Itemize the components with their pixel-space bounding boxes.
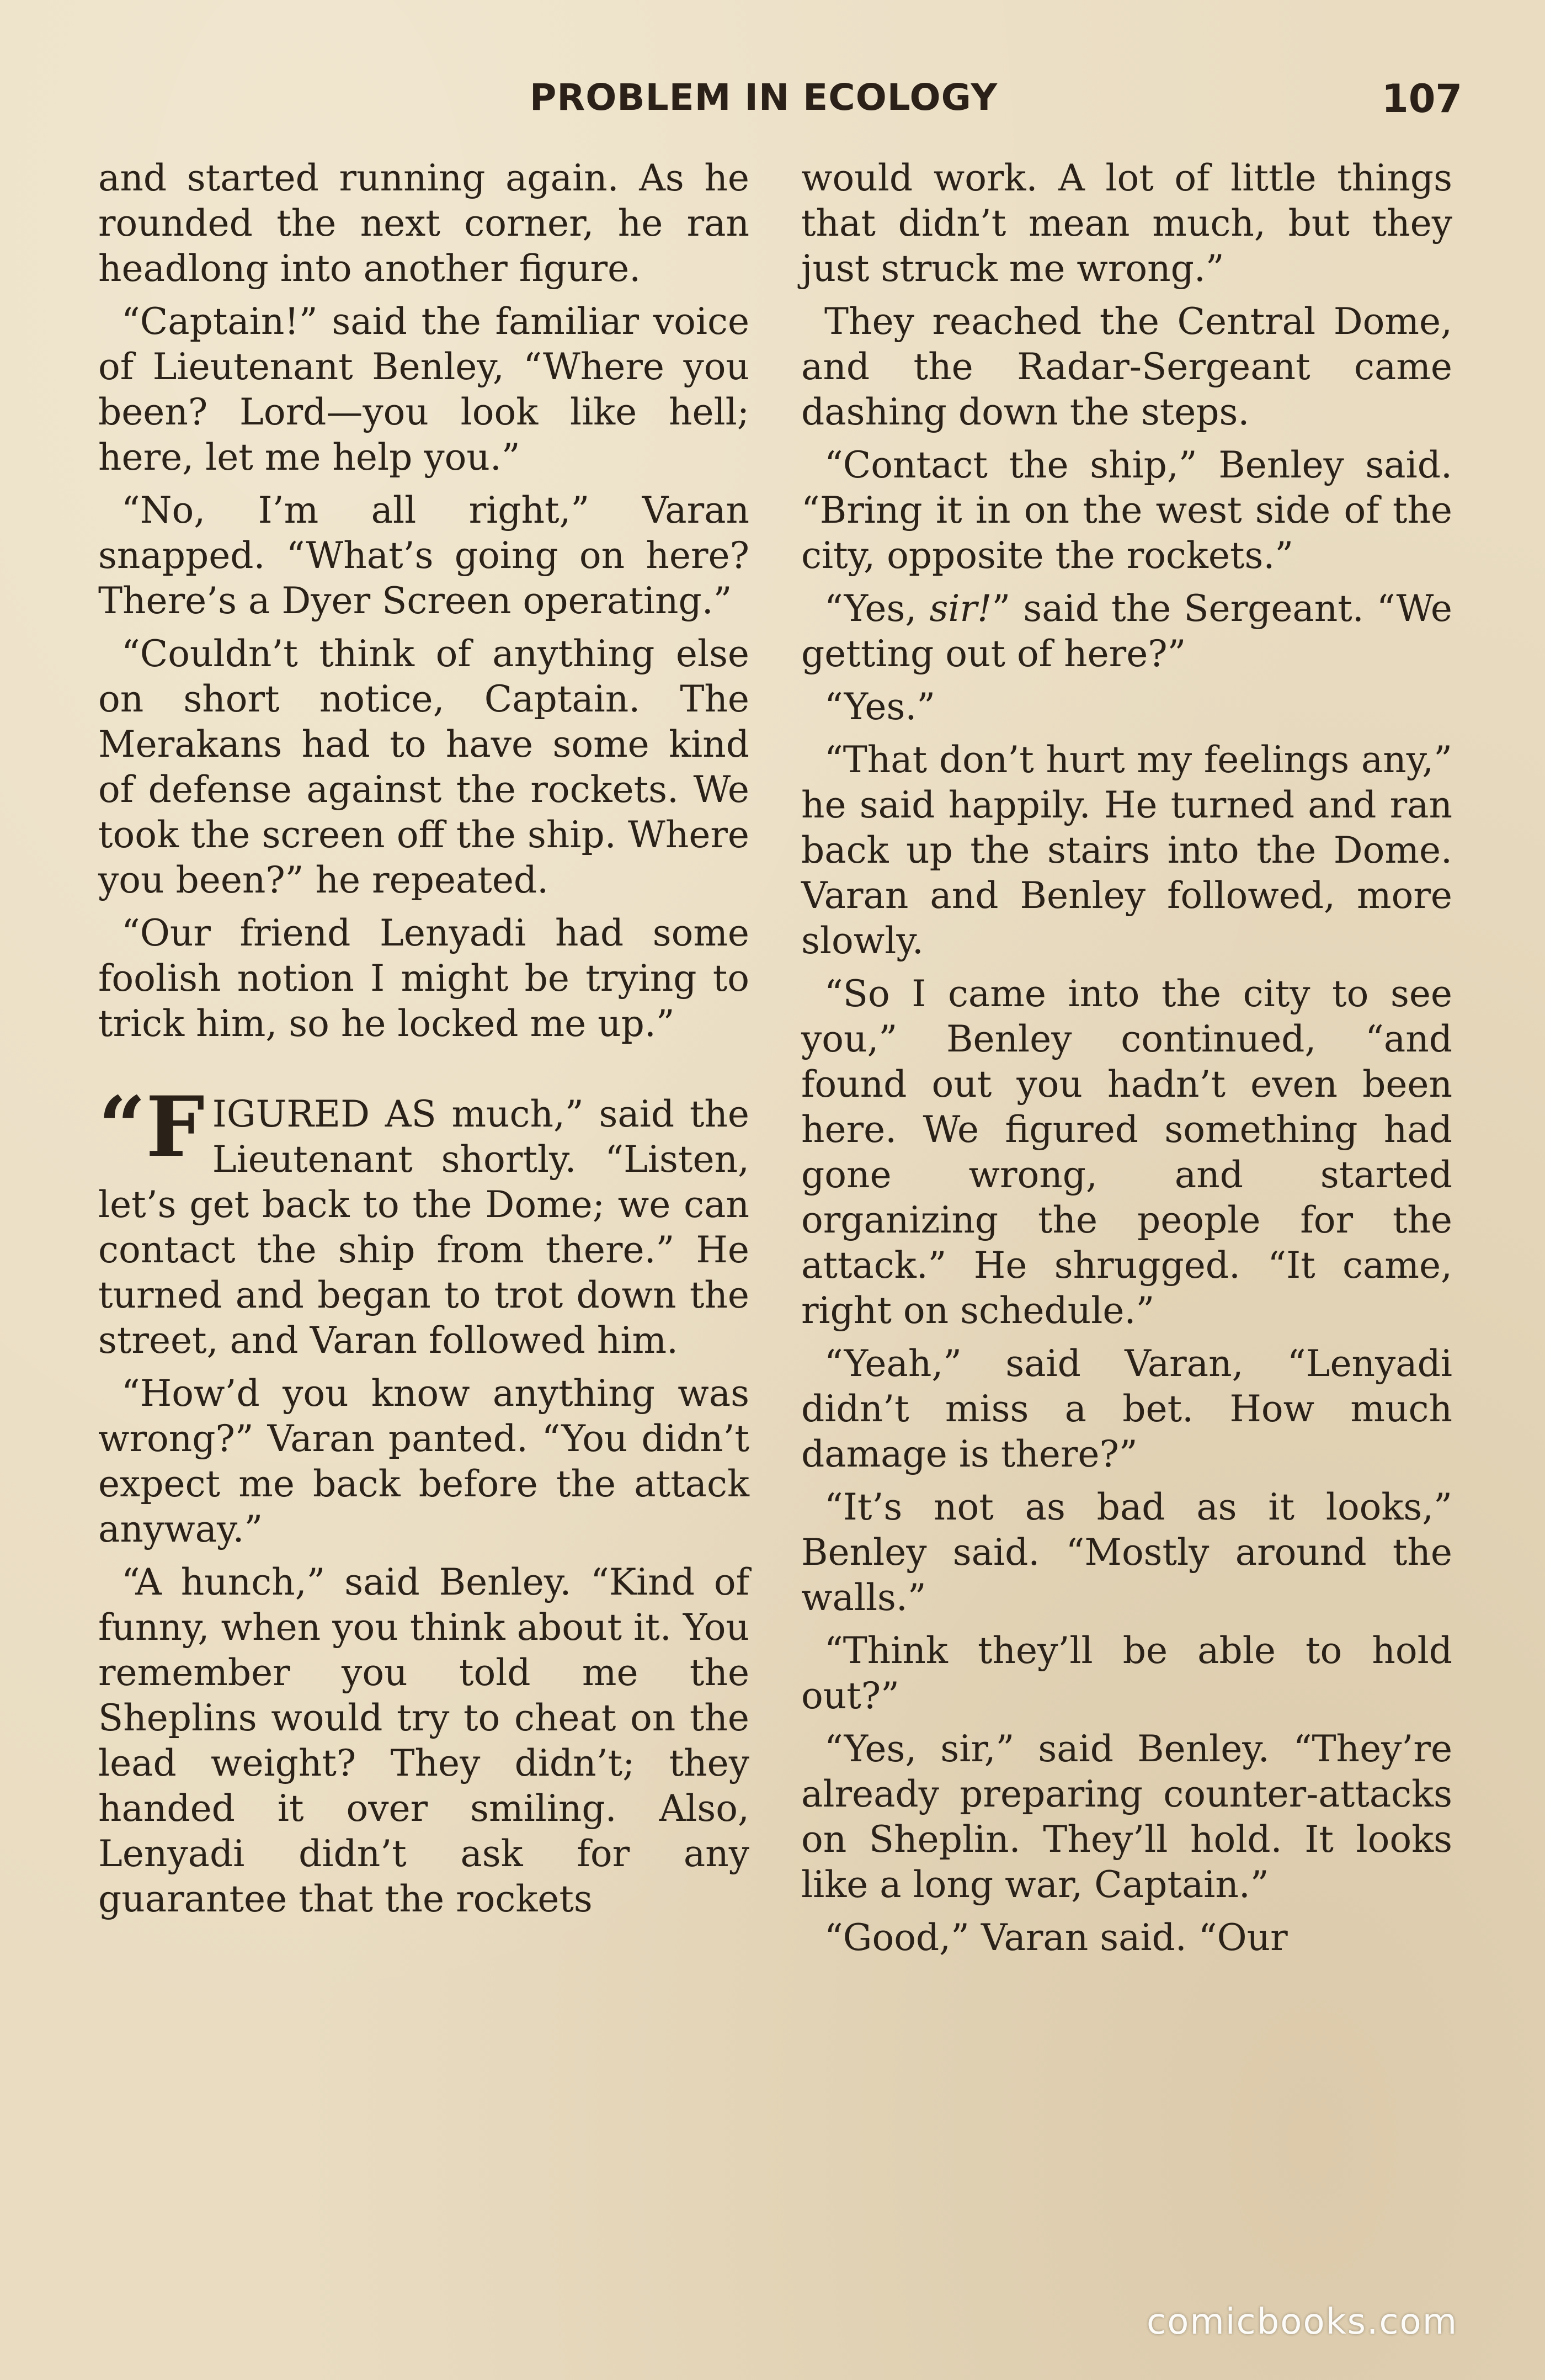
paragraph: “Yes, sir,” said Benley. “They’re already preparing counter-attacks on Sheplin. They’ll hold. It looks like a long war, Captain.” [801,1728,1452,1906]
paragraph: “Good,” Varan said. “Our [824,1916,1288,1959]
paragraph: and started running again. As he rounded the next corner, he ran headlong into another figure. [98,157,749,290]
paragraph: “A hunch,” said Benley. “Kind of funny, when you think about it. You remember you told me the Sheplins would try to cheat on the lead weight? They didn’t; they handed it over smiling. Also, Lenyadi didn’t ask for any guarantee that the rockets [98,1561,749,1920]
paragraph: “Couldn’t think of anything else on short notice, Captain. The Merakans had to have some kind of defense against the rockets. We took the screen off the ship. Where you been?” he repeated. [98,633,749,901]
paragraph: “Contact the ship,” Benley said. “Bring it in on the west side of the city, opposite the rockets.” [801,444,1452,577]
drop-cap-quote: “ [98,1079,146,1176]
paragraph [801,586,1452,677]
paragraph: “So I came into the city to see you,” Benley continued, “and found out you hadn’t even been here. We figured something had gone wrong, and started organizing the people for the attack.” He shrugged. “It came, right on schedule.” [801,973,1452,1332]
right-column [801,156,1452,1968]
text-run: ” said the Sergeant. “We getting out of here?” [801,587,1452,675]
paragraph: “No, I’m all right,” Varan snapped. “What’s going on here? There’s a Dyer Screen operating.” [98,489,749,622]
drop-cap-letter: F [146,1079,205,1176]
paragraph: “Think they’ll be able to hold out?” [801,1629,1452,1717]
page-number: 107 [1382,76,1463,121]
paragraph: “Yes.” [824,686,936,728]
paragraph: “That don’t hurt my feelings any,” he said happily. He turned and ran back up the stairs into the Dome. Varan and Benley followed, more slowly. [801,739,1452,962]
left-column [98,156,749,1930]
dropcap-paragraph [98,1079,749,1363]
text-run: “Yes, [824,587,930,630]
paragraph: “Captain!” said the familiar voice of Lieutenant Benley, “Where you been? Lord—you look like hell; here, let me help you.” [98,300,749,479]
dropcap-paragraph-text: IGURED AS much,” said the Lieutenant shortly. “Listen, let’s get back to the Dome; we can contact the ship from there.” He turned and began to trot down the street, and Varan followed him. [98,1093,749,1362]
watermark: comicbooks.com [1147,2302,1458,2342]
paragraph: “Our friend Lenyadi had some foolish notion I might be trying to trick him, so he locked me up.” [98,912,749,1045]
emphasis: sir! [929,587,992,630]
paragraph: would work. A lot of little things that didn’t mean much, but they just struck me wrong.” [801,157,1452,290]
paragraph: “Yeah,” said Varan, “Lenyadi didn’t miss a bet. How much damage is there?” [801,1342,1452,1475]
running-title: PROBLEM IN ECOLOGY [530,76,998,119]
paragraph: “It’s not as bad as it looks,” Benley said. “Mostly around the walls.” [801,1486,1452,1619]
paragraph: They reached the Central Dome, and the Radar-Sergeant came dashing down the steps. [801,300,1452,433]
paragraph: “How’d you know anything was wrong?” Varan panted. “You didn’t expect me back before the attack anyway.” [98,1372,749,1550]
drop-cap [98,1079,205,1176]
